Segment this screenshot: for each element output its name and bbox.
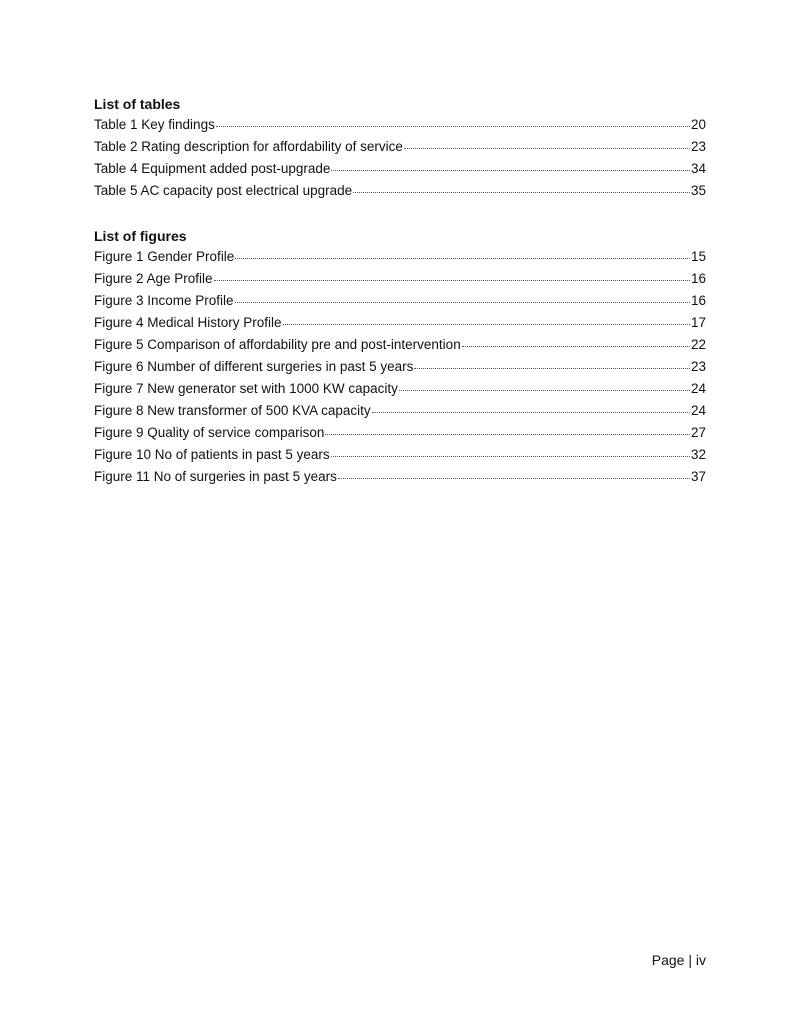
toc-entry-table-2[interactable]	[94, 136, 706, 158]
entry-page-number: 35	[690, 183, 706, 198]
entry-title: Figure 5 Comparison of affordability pre and post-intervention	[94, 337, 461, 352]
entry-title: Table 2 Rating description for affordability of service	[94, 139, 403, 154]
dot-leader	[216, 126, 690, 127]
dot-leader	[414, 368, 690, 369]
dot-leader	[214, 280, 690, 281]
toc-entry-table-5[interactable]	[94, 180, 706, 202]
entry-page-number: 23	[690, 139, 706, 154]
toc-entry-figure-4[interactable]	[94, 312, 706, 334]
entry-title: Figure 3 Income Profile	[94, 293, 234, 308]
entry-title: Table 5 AC capacity post electrical upgrade	[94, 183, 353, 198]
toc-entry-figure-1[interactable]	[94, 246, 706, 268]
entry-page-number: 16	[690, 293, 706, 308]
dot-leader	[235, 258, 690, 259]
toc-entry-figure-8[interactable]	[94, 400, 706, 422]
list-of-figures	[94, 226, 706, 488]
entry-title: Figure 2 Age Profile	[94, 271, 213, 286]
toc-entry-figure-2[interactable]	[94, 268, 706, 290]
toc-entry-table-1[interactable]	[94, 114, 706, 136]
entry-page-number: 24	[690, 381, 706, 396]
entry-page-number: 16	[690, 271, 706, 286]
toc-entry-figure-6[interactable]	[94, 356, 706, 378]
dot-leader	[399, 390, 690, 391]
entry-page-number: 27	[690, 425, 706, 440]
dot-leader	[283, 324, 690, 325]
dot-leader	[235, 302, 690, 303]
entry-title: Figure 4 Medical History Profile	[94, 315, 282, 330]
list-of-tables	[94, 94, 706, 202]
entry-title: Figure 7 New generator set with 1000 KW capacity	[94, 381, 398, 396]
entry-title: Figure 11 No of surgeries in past 5 years	[94, 469, 337, 484]
entry-page-number: 24	[690, 403, 706, 418]
entry-page-number: 37	[690, 469, 706, 484]
entry-title: Figure 10 No of patients in past 5 years	[94, 447, 330, 462]
page-number-footer: Page | iv	[651, 952, 706, 968]
dot-leader	[462, 346, 690, 347]
entry-page-number: 17	[690, 315, 706, 330]
entry-page-number: 15	[690, 249, 706, 264]
dot-leader	[404, 148, 690, 149]
entry-page-number: 20	[690, 117, 706, 132]
toc-entry-figure-7[interactable]	[94, 378, 706, 400]
dot-leader	[353, 192, 690, 193]
entry-title: Figure 1 Gender Profile	[94, 249, 235, 264]
dot-leader	[331, 170, 690, 171]
entry-page-number: 32	[690, 447, 706, 462]
dot-leader	[338, 478, 690, 479]
entry-title: Table 4 Equipment added post-upgrade	[94, 161, 331, 176]
list-of-figures-heading: List of figures	[94, 228, 187, 244]
dot-leader	[372, 412, 690, 413]
entry-page-number: 34	[690, 161, 706, 176]
toc-entry-figure-3[interactable]	[94, 290, 706, 312]
entry-title: Figure 8 New transformer of 500 KVA capacity	[94, 403, 371, 418]
toc-entry-figure-10[interactable]	[94, 444, 706, 466]
dot-leader	[325, 434, 690, 435]
list-of-tables-heading: List of tables	[94, 96, 181, 112]
entry-title: Figure 9 Quality of service comparison	[94, 425, 325, 440]
entry-title: Table 1 Key findings	[94, 117, 215, 132]
toc-entry-figure-5[interactable]	[94, 334, 706, 356]
entry-title: Figure 6 Number of different surgeries in past 5 years	[94, 359, 414, 374]
dot-leader	[331, 456, 690, 457]
toc-entry-figure-9[interactable]	[94, 422, 706, 444]
toc-entry-figure-11[interactable]	[94, 466, 706, 488]
toc-entry-table-4[interactable]	[94, 158, 706, 180]
entry-page-number: 23	[690, 359, 706, 374]
entry-page-number: 22	[690, 337, 706, 352]
